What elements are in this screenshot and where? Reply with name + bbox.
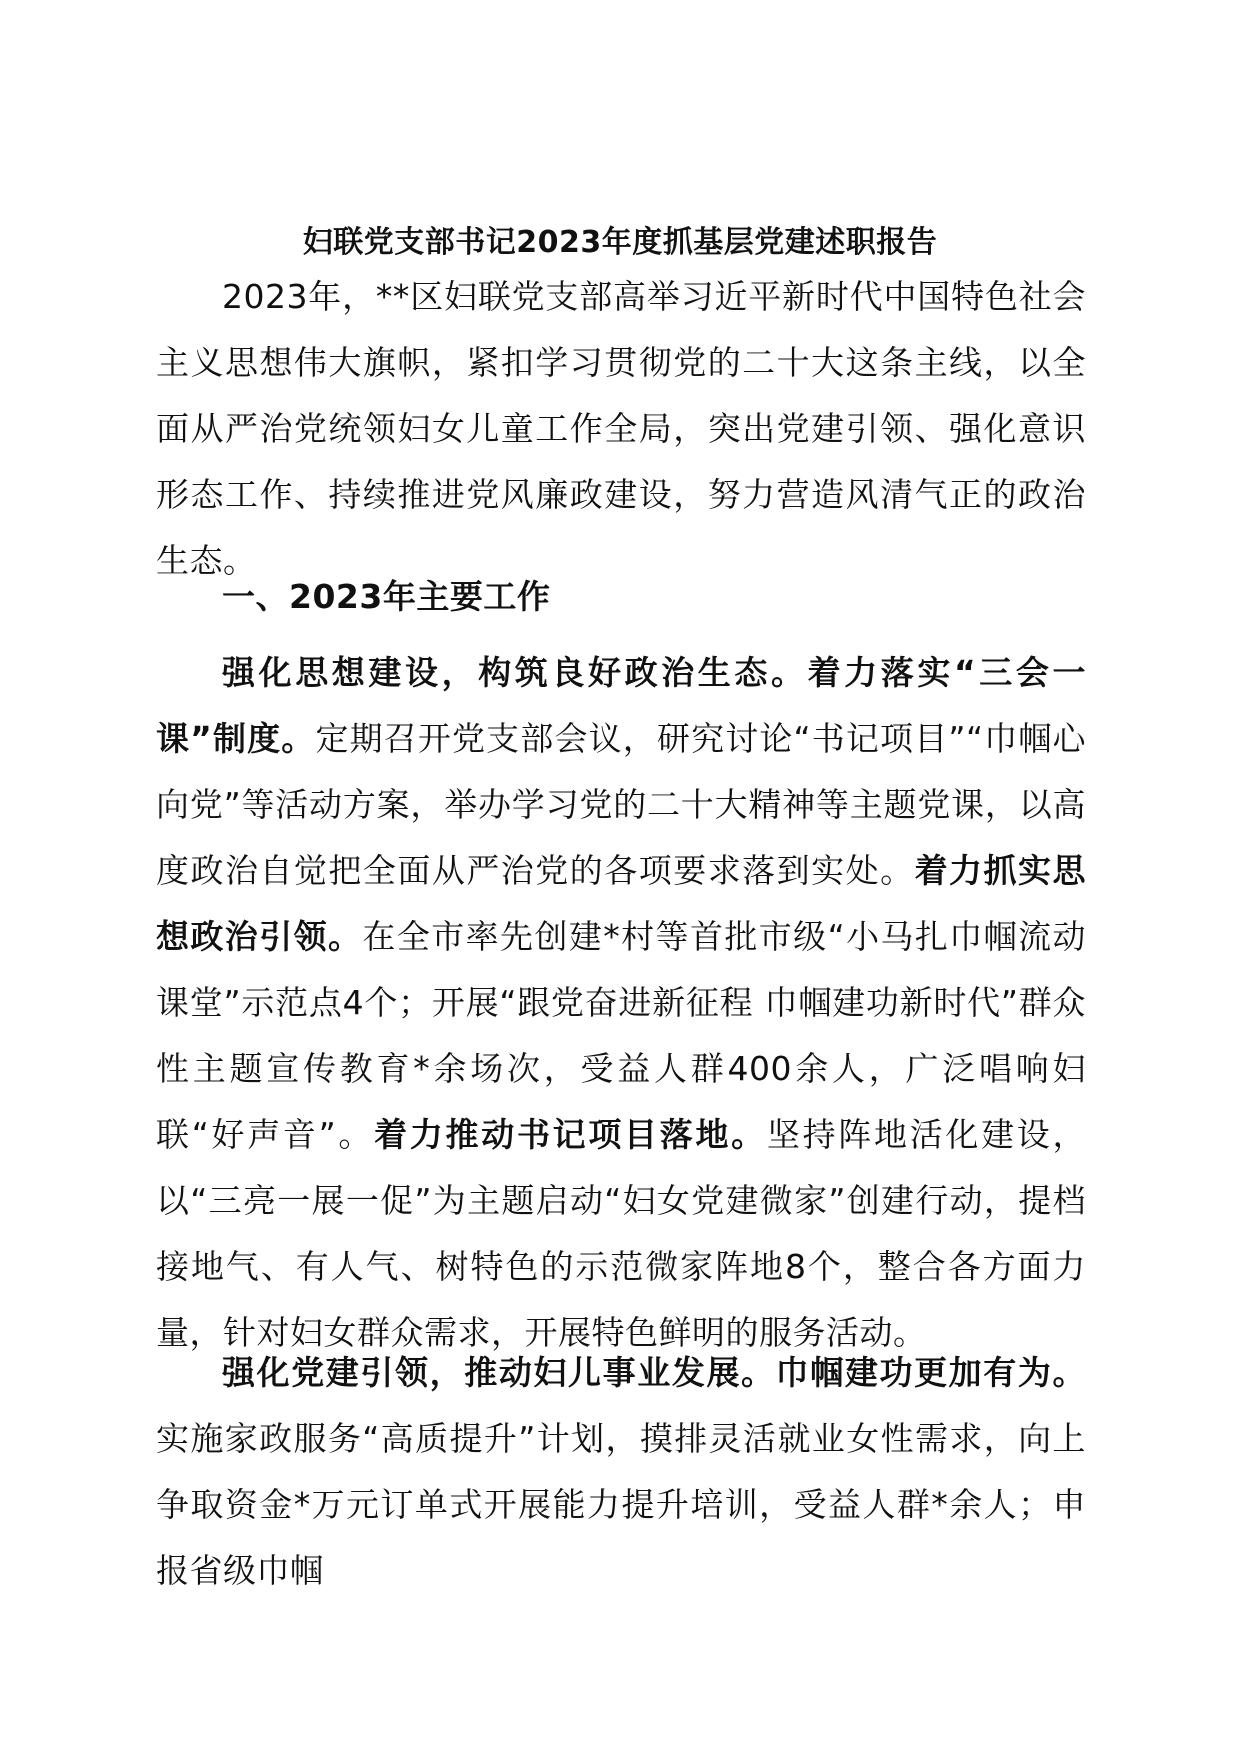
paragraph-lead-bold: 强化思想建设，构筑良好政治生态。着力落实“三会一课”制度。 — [156, 653, 1086, 758]
paragraph-lead-bold: 强化党建引领，推动妇儿事业发展。巾帼建功更加有为。 — [222, 1353, 1086, 1392]
intro-paragraph: 2023年，**区妇联党支部高举习近平新时代中国特色社会主义思想伟大旗帜，紧扣学习贯彻党的二十大这条主线，以全面从严治党统领妇女儿童工作全局，突出党建引领、强化意识形态工作、持续推进党风廉政建设，努力营造风清气正的政治生态。 — [156, 277, 1086, 580]
paragraph-bold-phrase: 着力抓实思想政治引领。 — [156, 851, 1087, 956]
paragraph-party-leadership — [156, 1340, 1086, 1604]
paragraph-text: 坚持阵地活化建设，以“三亮一展一促”为主题启动“妇女党建微家”创建行动，提档接地气、有人气、树特色的示范微家阵地8个，整合各方面力量，针对妇女群众需求，开展特色鲜明的服务活动。 — [156, 1115, 1087, 1352]
paragraph-bold-phrase: 着力推动书记项目落地。 — [374, 1115, 767, 1154]
document-title: 妇联党支部书记2023年度抓基层党建述职报告 — [302, 225, 938, 260]
section-heading: 一、2023年主要工作 — [222, 577, 551, 616]
paragraph-text: 定期召开党支部会议，研究讨论“书记项目”“巾帼心向党”等活动方案，举办学习党的二十大精神等主题党课，以高度政治自觉把全面从严治党的各项要求落到实处。 — [156, 719, 1086, 890]
paragraph-text: 实施家政服务“高质提升”计划，摸排灵活就业女性需求，向上争取资金*万元订单式开展能力提升培训，受益人群*余人；申报省级巾帼 — [156, 1419, 1086, 1590]
paragraph-ideological-building — [156, 640, 1086, 1366]
paragraph-text: 在全市率先创建*村等首批市级“小马扎巾帼流动课堂”示范点4个；开展“跟党奋进新征程 巾帼建功新时代”群众性主题宣传教育*余场次，受益人群400余人，广泛唱响妇联“好声音”。 — [156, 917, 1086, 1154]
